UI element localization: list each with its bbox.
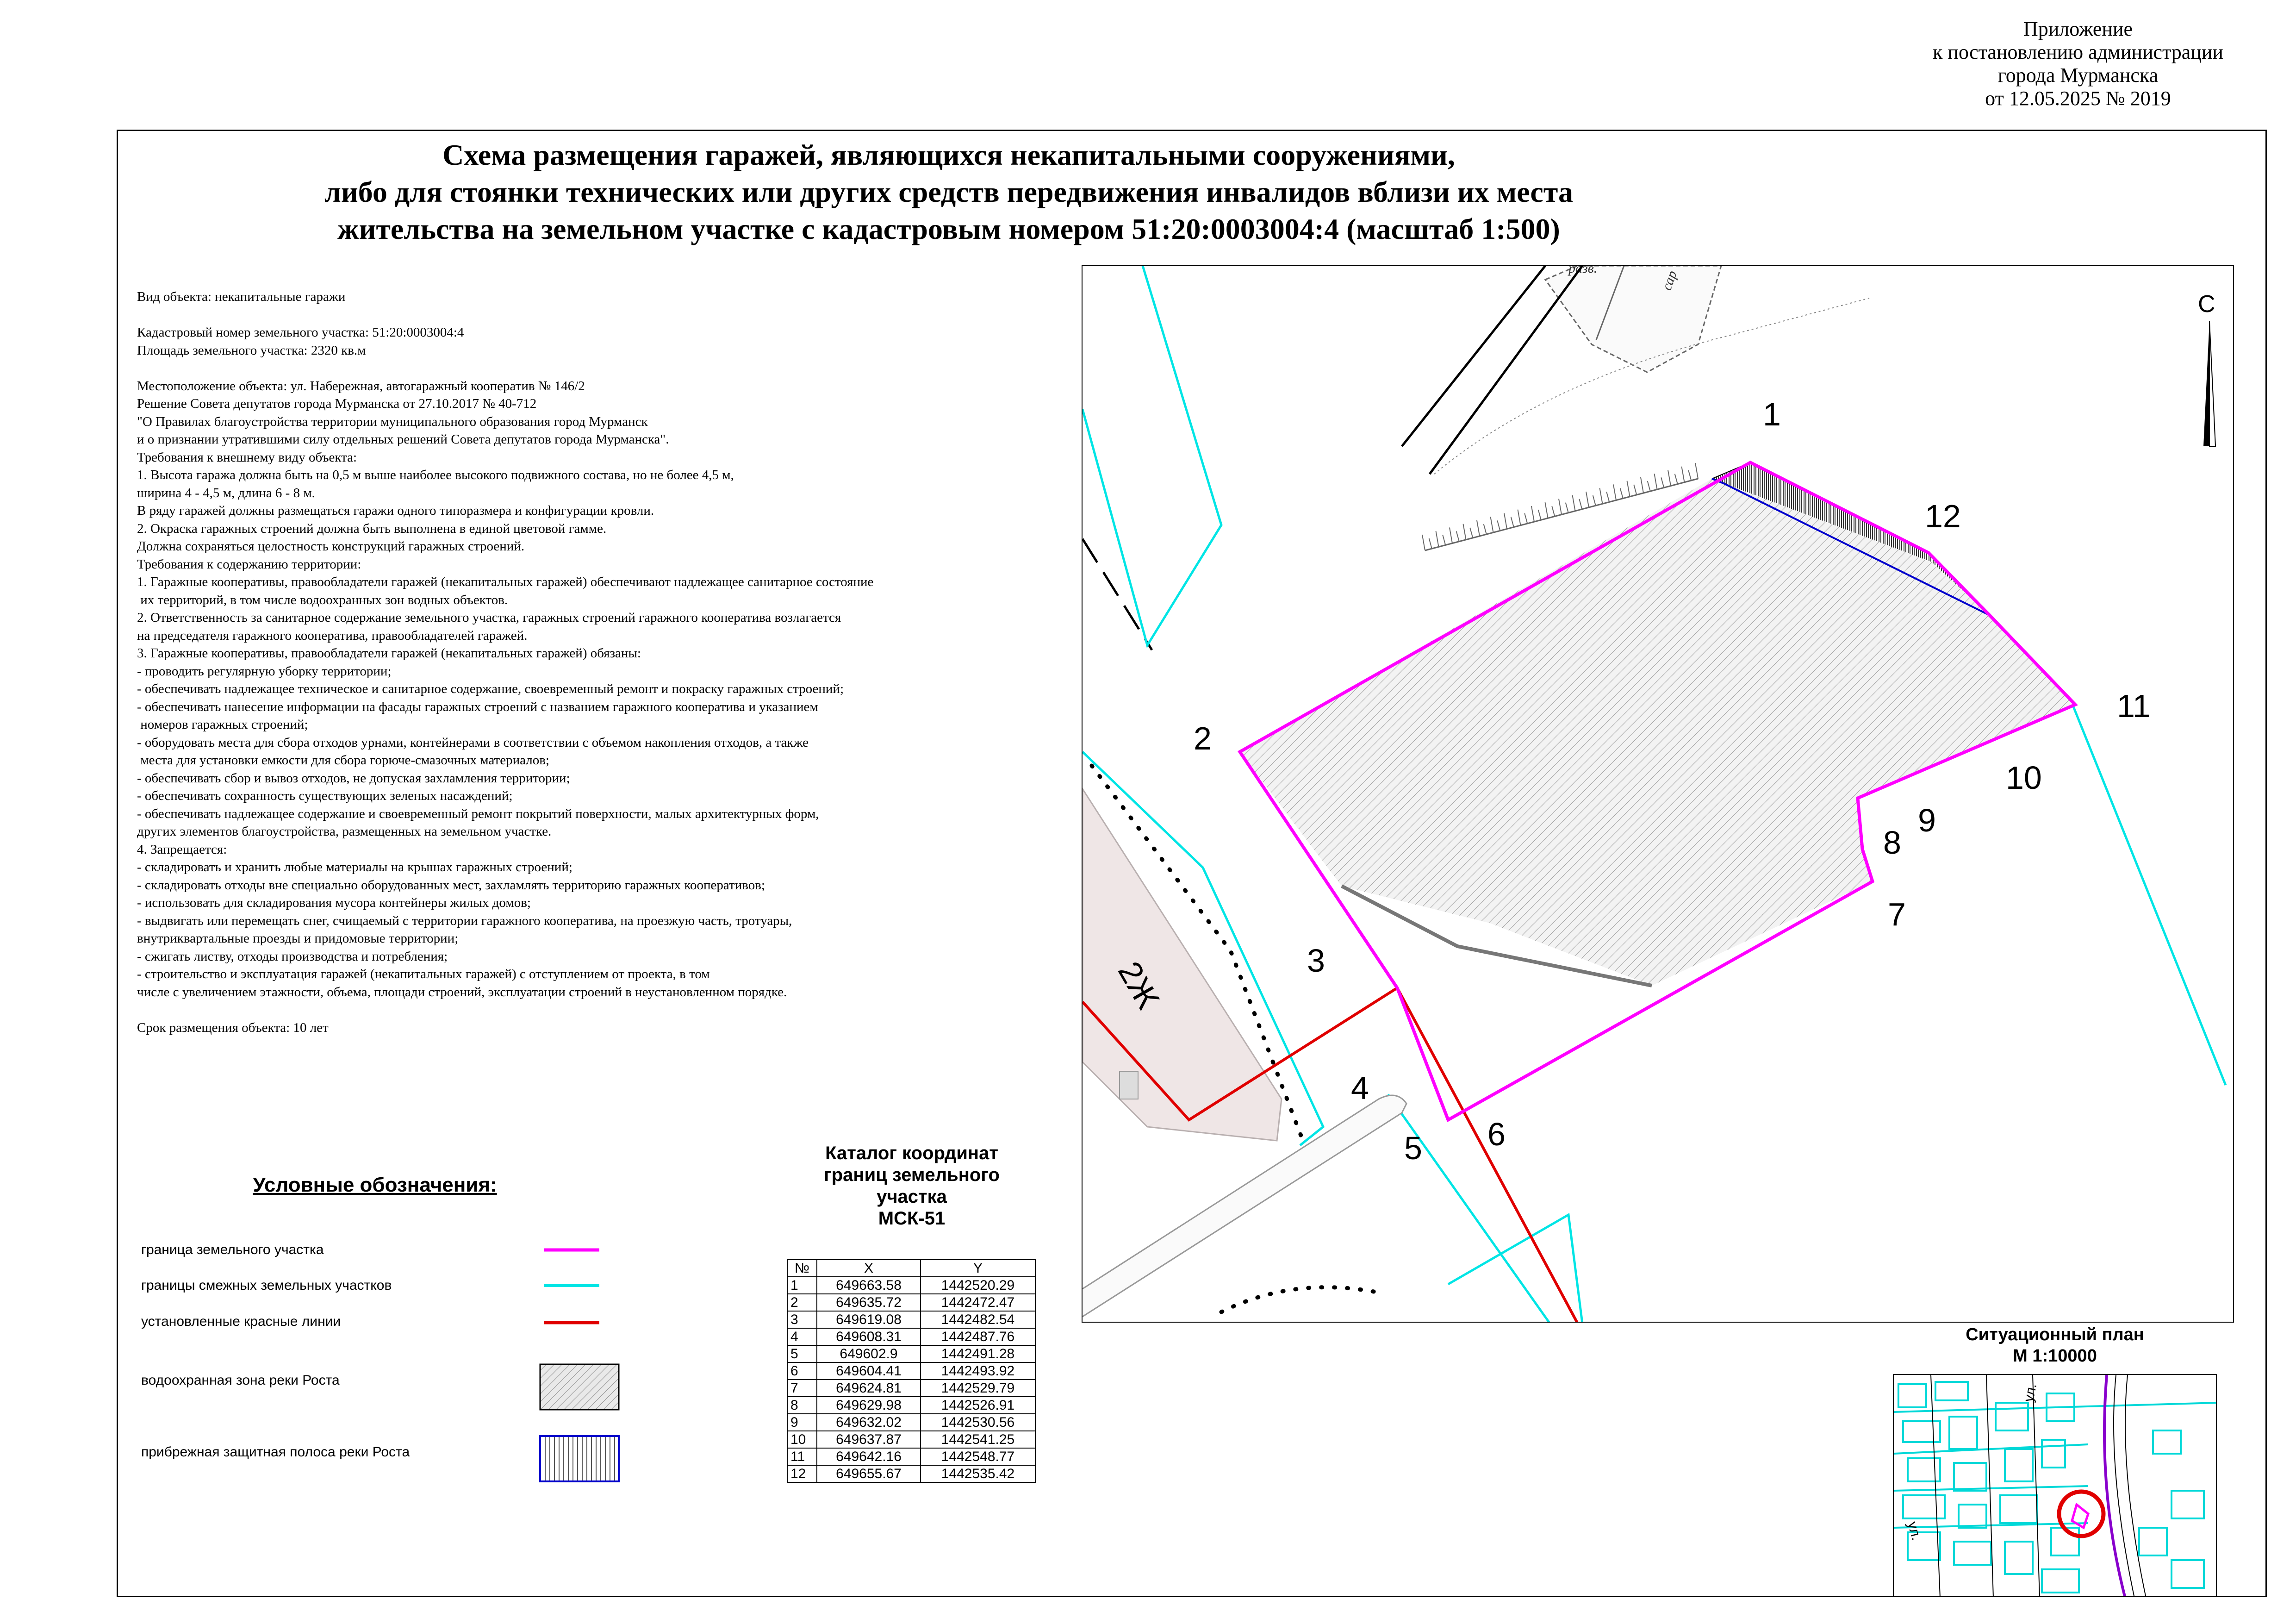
- adjacent-boundary: [1388, 1094, 1550, 1323]
- description-line: Требования к содержанию территории:: [137, 556, 361, 572]
- y-coordinate-cell: 1442487.76: [921, 1328, 1035, 1345]
- slope-tick: [1668, 470, 1671, 486]
- point-label-9: 9: [1918, 802, 1936, 838]
- slope-tick: [1429, 538, 1432, 549]
- building-entrance: [1120, 1071, 1138, 1099]
- catalog-title-line: границ земельного: [824, 1165, 1000, 1185]
- residential-building: [1083, 789, 1282, 1141]
- coordinates-row: [787, 1448, 1035, 1465]
- point-number-cell: 2: [787, 1294, 817, 1311]
- description-line: В ряду гаражей должны размещаться гаражи одного типоразмера и конфигурации кровли.: [137, 503, 654, 518]
- top-label-1: разв.: [1568, 266, 1598, 276]
- legend-label-plot: граница земельного участка: [141, 1242, 324, 1257]
- coordinates-row: [787, 1328, 1035, 1345]
- point-label-11: 11: [2117, 688, 2151, 724]
- point-number-cell: 6: [787, 1362, 817, 1380]
- description-line: - обеспечивать сбор и вывоз отходов, не допуская захламления территории;: [137, 770, 570, 786]
- slope-tick: [1477, 520, 1480, 536]
- coordinates-row: [787, 1397, 1035, 1414]
- situational-plan-drawing: [1894, 1375, 2217, 1597]
- description-line: Решение Совета депутатов города Мурманска от 27.10.2017 № 40-712: [137, 396, 537, 411]
- description-line: - проводить регулярную уборку территории;: [137, 663, 392, 679]
- adjacent-boundary: [1448, 1215, 1582, 1323]
- point-number-cell: 11: [787, 1448, 817, 1465]
- y-coordinate-cell: 1442482.54: [921, 1311, 1035, 1328]
- description-line: - обеспечивать надлежащее техническое и санитарное содержание, своевременный ремонт и покраску гаражных строений;: [137, 681, 844, 696]
- point-label-1: 1: [1763, 396, 1781, 432]
- catalog-title-line: участка: [877, 1187, 947, 1207]
- y-coordinate-cell: 1442520.29: [921, 1277, 1035, 1294]
- coordinates-row: [787, 1345, 1035, 1362]
- appendix-line: к постановлению администрации: [1933, 41, 2223, 63]
- slope-tick: [1463, 524, 1466, 540]
- north-label: С: [2198, 291, 2215, 318]
- slope-tick: [1641, 477, 1643, 493]
- y-coordinate-cell: 1442493.92: [921, 1362, 1035, 1380]
- description-line: 1. Гаражные кооперативы, правообладатели гаражей (некапитальных гаражей) обеспечивают надлежащее санитарное состояние: [137, 575, 874, 589]
- description-line: Площадь земельного участка: 2320 кв.м: [137, 343, 366, 358]
- slope-tick: [1538, 510, 1541, 520]
- point-label-4: 4: [1351, 1070, 1369, 1106]
- slope-tick: [1497, 520, 1500, 531]
- situational-plan-title-line: Ситуационный план: [1966, 1325, 2144, 1344]
- x-coordinate-cell: 649629.98: [817, 1397, 921, 1414]
- y-coordinate-cell: 1442530.56: [921, 1414, 1035, 1431]
- point-label-2: 2: [1194, 720, 1212, 756]
- slope-tick: [1566, 503, 1568, 513]
- svg-text:ул.: ул.: [2021, 1382, 2040, 1404]
- slope-tick: [1518, 510, 1521, 525]
- slope-tick: [1511, 517, 1514, 527]
- dotted-border: [1221, 1287, 1383, 1312]
- description-line: - строительство и эксплуатация гаражей (некапитальных гаражей) с отступлением от проекта, в том: [137, 967, 710, 981]
- legend-swatch-coastal-strip: [539, 1435, 622, 1486]
- y-coordinate-cell: 1442529.79: [921, 1380, 1035, 1397]
- slope-tick: [1661, 477, 1664, 487]
- point-number-cell: 5: [787, 1345, 817, 1362]
- point-label-5: 5: [1404, 1130, 1422, 1166]
- point-label-3: 3: [1307, 943, 1325, 979]
- legend-title: Условные обозначения:: [253, 1174, 497, 1196]
- title-line: жительства на земельном участке с кадастровым номером 51:20:0003004:4 (масштаб 1:500): [337, 212, 1560, 245]
- description-line: "О Правилах благоустройства территории муниципального образования город Мурманск: [137, 414, 648, 429]
- header-x: X: [817, 1260, 921, 1277]
- description-line: места для установки емкости для сбора горюче-смазочных материалов;: [137, 753, 549, 768]
- object-description: [137, 288, 1076, 1037]
- coordinates-row: [787, 1380, 1035, 1397]
- slope-tick: [1648, 481, 1650, 491]
- x-coordinate-cell: 649608.31: [817, 1328, 921, 1345]
- description-line: - обеспечивать надлежащее содержание и своевременный ремонт покрытий поверхности, малых архитектурных форм,: [137, 806, 819, 821]
- description-line: - сжигать листву, отходы производства и потребления;: [137, 949, 448, 964]
- slope-tick: [1682, 467, 1685, 482]
- catalog-title-line: Каталог координат: [825, 1143, 998, 1163]
- slope-tick: [1688, 470, 1691, 481]
- point-label-8: 8: [1883, 824, 1901, 861]
- slope-tick: [1484, 524, 1487, 534]
- slope-tick: [1634, 485, 1636, 495]
- railway-line: [1430, 266, 1582, 474]
- point-number-cell: 4: [787, 1328, 817, 1345]
- slope-tick: [1695, 463, 1698, 479]
- legend-line-adjacent: [541, 1276, 602, 1295]
- description-line: внутриквартальные проезды и придомовые территории;: [137, 931, 459, 946]
- description-line: Требования к внешнему виду объекта:: [137, 450, 357, 465]
- slope-tick: [1545, 502, 1548, 518]
- point-label-7: 7: [1888, 896, 1906, 932]
- building-label: 2Ж: [1111, 955, 1167, 1015]
- cadastral-map: [1082, 265, 2234, 1323]
- point-number-cell: 9: [787, 1414, 817, 1431]
- description-line: - использовать для складирования мусора контейнеры жилых домов;: [137, 895, 531, 910]
- appendix-line: Приложение: [2023, 18, 2133, 40]
- slope-tick: [1504, 513, 1507, 529]
- description-line: и о признании утратившими силу отдельных решений Совета депутатов города Мурманска".: [137, 432, 669, 447]
- scheme-title: [324, 137, 1574, 248]
- coordinates-row: [787, 1431, 1035, 1448]
- slope-tick: [1552, 506, 1555, 516]
- slope-tick: [1450, 528, 1452, 543]
- x-coordinate-cell: 649655.67: [817, 1465, 921, 1482]
- description-line: [137, 306, 1076, 324]
- point-number-cell: 3: [787, 1311, 817, 1328]
- header-number: №: [787, 1260, 817, 1277]
- title-line: Схема размещения гаражей, являющихся некапитальными сооружениями,: [442, 138, 1455, 171]
- dashed-line: [1083, 539, 1152, 650]
- header-y: Y: [921, 1260, 1035, 1277]
- description-line: 2. Окраска гаражных строений должна быть выполнена в единой цветовой гамме.: [137, 521, 607, 536]
- coordinates-row: [787, 1465, 1035, 1482]
- y-coordinate-cell: 1442472.47: [921, 1294, 1035, 1311]
- coordinates-table: [787, 1259, 1036, 1483]
- slope-tick: [1524, 513, 1527, 524]
- description-line: - обеспечивать нанесение информации на фасады гаражных строений с названием гаражного кооператива и указанием: [137, 699, 818, 714]
- x-coordinate-cell: 649602.9: [817, 1345, 921, 1362]
- description-line: Вид объекта: некапитальные гаражи: [137, 289, 346, 304]
- description-line: Местоположение объекта: ул. Набережная, автогаражный кооператив № 146/2: [137, 378, 585, 394]
- point-label-10: 10: [2006, 760, 2042, 796]
- coordinates-row: [787, 1362, 1035, 1380]
- description-line: ширина 4 - 4,5 м, длина 6 - 8 м.: [137, 485, 315, 500]
- appendix-header: [1874, 18, 2282, 110]
- legend-swatch-water-zone: [539, 1363, 622, 1414]
- x-coordinate-cell: 649619.08: [817, 1311, 921, 1328]
- point-number-cell: 1: [787, 1277, 817, 1294]
- coordinates-row: [787, 1294, 1035, 1311]
- point-number-cell: 7: [787, 1380, 817, 1397]
- description-line: - выдвигать или перемещать снег, счищаемый с территории гаражного кооператива, на проезжую часть, тротуары,: [137, 913, 792, 928]
- situational-plan-title: [1879, 1324, 2231, 1367]
- slope-tick: [1593, 495, 1596, 506]
- x-coordinate-cell: 649637.87: [817, 1431, 921, 1448]
- map-drawing: [1083, 266, 2234, 1323]
- x-coordinate-cell: 649635.72: [817, 1294, 921, 1311]
- point-number-cell: 8: [787, 1397, 817, 1414]
- appendix-line: от 12.05.2025 № 2019: [1985, 87, 2171, 110]
- coordinates-header-row: [787, 1260, 1035, 1277]
- description-line: числе с увеличением этажности, объема, площади строений, эксплуатации строений в неустановленном порядке.: [137, 984, 787, 999]
- slope-tick: [1627, 481, 1630, 497]
- x-coordinate-cell: 649604.41: [817, 1362, 921, 1380]
- description-line: Срок размещения объекта: 10 лет: [137, 1020, 329, 1035]
- y-coordinate-cell: 1442491.28: [921, 1345, 1035, 1362]
- slope-tick: [1443, 535, 1445, 545]
- coordinates-row: [787, 1414, 1035, 1431]
- description-line: других элементов благоустройства, размещенных на земельном участке.: [137, 824, 552, 839]
- situational-plan-scale: М 1:10000: [2013, 1346, 2097, 1366]
- slope-tick: [1613, 485, 1616, 500]
- slope-tick: [1675, 474, 1678, 484]
- point-label-12: 12: [1925, 498, 1961, 534]
- point-number-cell: 12: [787, 1465, 817, 1482]
- slope-tick: [1655, 474, 1657, 489]
- description-line: 3. Гаражные кооперативы, правообладатели гаражей (некапитальных гаражей) обязаны:: [137, 646, 641, 661]
- slope-tick: [1491, 517, 1493, 532]
- x-coordinate-cell: 649663.58: [817, 1277, 921, 1294]
- adjacent-boundary: [2073, 706, 2226, 1085]
- y-coordinate-cell: 1442548.77: [921, 1448, 1035, 1465]
- svg-text:ул.: ул.: [1904, 1520, 1924, 1542]
- description-line: - обеспечивать сохранность существующих зеленых насаждений;: [137, 788, 513, 803]
- description-line: - складировать и хранить любые материалы на крышах гаражных строений;: [137, 860, 572, 874]
- legend-label-water-zone: водоохранная зона реки Роста: [141, 1373, 340, 1388]
- description-line: 4. Запрещается:: [137, 842, 227, 857]
- description-line: номеров гаражных строений;: [137, 717, 308, 732]
- slope-tick: [1600, 488, 1603, 504]
- legend-label-red-lines: установленные красные линии: [141, 1314, 341, 1329]
- slope-tick: [1422, 535, 1425, 550]
- coordinates-row: [787, 1311, 1035, 1328]
- slope-tick: [1606, 492, 1609, 502]
- appendix-line: города Мурманска: [1997, 64, 2159, 87]
- y-coordinate-cell: 1442541.25: [921, 1431, 1035, 1448]
- description-line: - складировать отходы вне специально оборудованных мест, захламлять территорию гаражных кооперативов;: [137, 877, 765, 893]
- coordinates-row: [787, 1277, 1035, 1294]
- legend-label-coastal-strip: прибрежная защитная полоса реки Роста: [141, 1444, 410, 1460]
- description-line: - оборудовать места для сбора отходов урнами, контейнерами в соответствии с объемом накопления отходов, а также: [137, 735, 809, 750]
- situational-plan-map: [1893, 1374, 2217, 1597]
- y-coordinate-cell: 1442526.91: [921, 1397, 1035, 1414]
- description-line: 2. Ответственность за санитарное содержание земельного участка, гаражных строений гаражного кооператива возлагается: [137, 610, 841, 625]
- description-line: [137, 1001, 1076, 1019]
- legend-line-red: [541, 1313, 602, 1332]
- description-line: Должна сохраняться целостность конструкций гаражных строений.: [137, 539, 525, 554]
- description-line: Кадастровый номер земельного участка: 51:20:0003004:4: [137, 325, 464, 340]
- x-coordinate-cell: 649632.02: [817, 1414, 921, 1431]
- description-line: [137, 359, 1076, 377]
- top-label-2: сар: [1659, 269, 1680, 293]
- catalog-title: [768, 1143, 1055, 1230]
- legend-label-adjacent: границы смежных земельных участков: [141, 1278, 392, 1293]
- north-arrow-icon-half: [2209, 321, 2215, 446]
- adjacent-boundary: [1083, 266, 1221, 645]
- slope-tick: [1559, 499, 1562, 515]
- y-coordinate-cell: 1442535.42: [921, 1465, 1035, 1482]
- slope-tick: [1586, 492, 1589, 507]
- description-line: 1. Высота гаража должна быть на 0,5 м выше наиболее высокого подвижного состава, но не более 4,5 м,: [137, 468, 734, 482]
- description-line: на председателя гаражного кооператива, правообладателей гаражей.: [137, 628, 528, 643]
- slope-tick: [1531, 506, 1534, 522]
- legend-line-plot: [541, 1241, 602, 1259]
- description-line: их территорий, в том числе водоохранных зон водных объектов.: [137, 592, 508, 607]
- slope-tick: [1456, 531, 1459, 542]
- point-label-6: 6: [1487, 1116, 1506, 1152]
- slope-tick: [1470, 528, 1473, 538]
- water-protection-zone: [1240, 479, 2075, 986]
- x-coordinate-cell: 649642.16: [817, 1448, 921, 1465]
- railway-line: [1402, 266, 1545, 446]
- point-number-cell: 10: [787, 1431, 817, 1448]
- slope-tick: [1579, 499, 1582, 509]
- catalog-title-line: МСК-51: [878, 1208, 946, 1229]
- title-line: либо для стоянки технических или других средств передвижения инвалидов вблизи их места: [324, 175, 1574, 208]
- slope-tick: [1573, 495, 1575, 511]
- slope-tick: [1436, 531, 1439, 547]
- x-coordinate-cell: 649624.81: [817, 1380, 921, 1397]
- slope-tick: [1620, 488, 1623, 499]
